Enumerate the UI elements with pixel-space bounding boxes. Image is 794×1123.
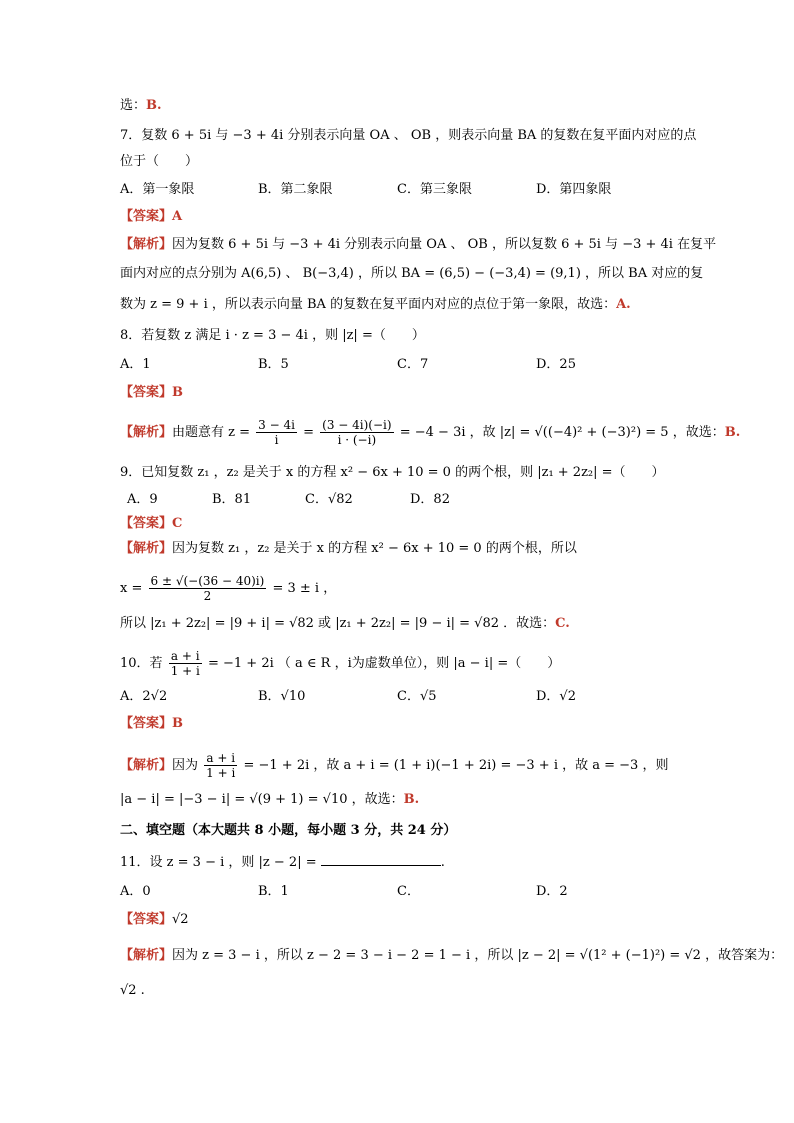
q9-analysis-text1: 因为复数 z₁ ，z₂ 是关于 x 的方程 x² − 6x + 10 = 0 的两个根，所以 xyxy=(172,541,577,556)
q9-option-c: C．√82 xyxy=(305,492,353,507)
section-heading-fill-in: 二、填空题（本大题共 8 小题，每小题 3 分，共 24 分） xyxy=(120,823,457,838)
q7-analysis-line1 xyxy=(120,237,717,253)
q8-fraction-1 xyxy=(256,418,297,447)
q11-stem-pre: 11．设 z = 3 − i ，则 |z − 2| = xyxy=(120,855,317,870)
q8-analysis-b: = −4 − 3i ，故 |z| = √((−4)² + (−3)²) = 5 ，故选： xyxy=(399,425,725,440)
q7-option-b: B．第二象限 xyxy=(258,182,333,197)
q10-analysis-fraction xyxy=(204,751,237,780)
q10-stem-post: = −1 + 2i （ a ∈ R ，i为虚数单位），则 |a − i| =（ ） xyxy=(207,656,561,671)
q7-option-c: C．第三象限 xyxy=(397,182,472,197)
q10-analysis-post: = −1 + 2i ，故 a + i = (1 + i)(−1 + 2i) = −3 + i ，故 a = −3 ，则 xyxy=(243,758,669,773)
q10-option-b: B．√10 xyxy=(258,689,306,704)
q10-analysis-line1 xyxy=(120,751,680,780)
q11-analysis-line1 xyxy=(120,948,784,964)
q8-option-c: C．7 xyxy=(397,357,429,372)
q11-analysis-text1: 因为 z = 3 − i ，所以 z − 2 = 3 − i − 2 = 1 − i ，所以 |z − 2| = √(1² + (−1)²) = √2 ，故答案为： xyxy=(172,948,784,963)
q8-option-d: D．25 xyxy=(536,357,576,372)
q8-frac1-den: i xyxy=(274,433,279,447)
q11-option-c: C． xyxy=(397,884,420,899)
q8-answer-line xyxy=(120,385,680,401)
q7-stem-line2: 位于（ ） xyxy=(120,154,199,169)
q10-analysis-text2: |a − i| = |−3 − i| = √(9 + 1) = √10 ，故选： xyxy=(120,792,404,807)
q10-stem-frac-num: a + i xyxy=(169,649,202,664)
q10-analysis-line2 xyxy=(120,792,680,808)
q9-option-a: A．9 xyxy=(127,492,158,507)
q6-answer-line xyxy=(120,98,680,114)
q9-final-answer: C. xyxy=(555,616,570,631)
q11-answer-blank[interactable] xyxy=(321,853,441,866)
q11-option-b: B．1 xyxy=(258,884,289,899)
q7-analysis-label: 【解析】 xyxy=(120,237,173,252)
q9-fraction xyxy=(149,574,267,603)
q10-option-a: A．2√2 xyxy=(120,689,168,704)
q9-answer-label: 【答案】 xyxy=(120,516,173,531)
q10-stem-pre: 10．若 xyxy=(120,656,163,671)
q11-stem xyxy=(120,853,680,871)
q8-answer: B xyxy=(172,385,184,400)
q7-answer-label: 【答案】 xyxy=(120,209,173,224)
q9-analysis-result: = 3 ± i ， xyxy=(272,581,337,596)
q8-final-answer: B. xyxy=(724,425,741,440)
q8-option-b: B．5 xyxy=(258,357,289,372)
q10-option-c: C．√5 xyxy=(397,689,437,704)
q10-stem xyxy=(120,649,680,678)
q10-answer-label: 【答案】 xyxy=(120,716,173,731)
q11-answer-line xyxy=(120,912,680,928)
q7-analysis-line2: 面内对应的点分别为 A(6,5) 、 B(−3,4) ，所以 BA = (6,5) − (−3,4) = (9,1) ，所以 BA 对应的复 xyxy=(120,266,704,281)
q9-analysis-text3: 所以 |z₁ + 2z₂| = |9 + i| = √82 或 |z₁ + 2z₂| = |9 − i| = √82 ．故选： xyxy=(120,616,556,631)
q10-analysis-frac-num: a + i xyxy=(204,751,237,766)
q9-option-d: D．82 xyxy=(410,492,450,507)
q8-answer-label: 【答案】 xyxy=(120,385,173,400)
q11-option-d: D．2 xyxy=(536,884,568,899)
q7-stem-line1: 7．复数 6 + 5i 与 −3 + 4i 分别表示向量 OA 、 OB ，则表示向量 BA 的复数在复平面内对应的点 xyxy=(120,128,697,143)
q9-stem: 9．已知复数 z₁ ，z₂ 是关于 x 的方程 x² − 6x + 10 = 0 的两个根，则 |z₁ + 2z₂| =（ ） xyxy=(120,465,665,480)
q11-analysis-line2: √2 . xyxy=(120,983,145,998)
q9-answer-line xyxy=(120,516,680,532)
q10-final-answer: B. xyxy=(403,792,420,807)
q11-option-a: A．0 xyxy=(120,884,151,899)
q9-analysis-line1 xyxy=(120,541,680,557)
q9-analysis-label: 【解析】 xyxy=(120,541,173,556)
q11-answer: √2 xyxy=(172,912,189,927)
q9-analysis-x: x = xyxy=(120,581,143,596)
q6-answer: B. xyxy=(146,98,162,113)
q8-option-a: A．1 xyxy=(120,357,151,372)
q9-analysis-line2 xyxy=(120,574,680,603)
q8-frac2-num: (3 − 4i)(−i) xyxy=(322,418,392,432)
q10-analysis-pre: 因为 xyxy=(172,758,199,773)
q11-stem-post: . xyxy=(440,855,445,870)
q11-answer-label: 【答案】 xyxy=(120,912,173,927)
q8-frac2-den: i · (−i) xyxy=(337,433,377,447)
q11-analysis-label: 【解析】 xyxy=(120,948,173,963)
q10-answer-line xyxy=(120,716,680,732)
q9-analysis-line3 xyxy=(120,616,680,632)
q6-answer-prefix: 选： xyxy=(120,98,147,113)
q8-analysis-label: 【解析】 xyxy=(120,425,173,440)
q7-final-answer: A. xyxy=(616,297,631,312)
q10-analysis-label: 【解析】 xyxy=(120,758,173,773)
q9-frac-den: 2 xyxy=(203,589,212,603)
q7-option-d: D．第四象限 xyxy=(536,182,612,197)
q10-stem-frac-den: 1 + i xyxy=(170,664,200,678)
q7-answer: A xyxy=(172,209,183,224)
q8-analysis-a: 由题意有 z = xyxy=(172,425,251,440)
q10-analysis-frac-den: 1 + i xyxy=(206,766,236,780)
q7-analysis-text3: 数为 z = 9 + i ，所以表示向量 BA 的复数在复平面内对应的点位于第一象限，故选： xyxy=(120,297,617,312)
q9-frac-num: 6 ± √(−(36 − 40)i) xyxy=(150,574,265,588)
q7-option-a: A．第一象限 xyxy=(120,182,195,197)
q9-answer: C xyxy=(172,516,183,531)
q8-stem: 8．若复数 z 满足 i · z = 3 − 4i ，则 |z| =（ ） xyxy=(120,328,425,343)
q8-fraction-2 xyxy=(320,418,393,447)
q8-analysis-line xyxy=(120,418,741,447)
q10-stem-fraction xyxy=(169,649,202,678)
q8-frac1-num: 3 − 4i xyxy=(258,418,295,432)
q10-option-d: D．√2 xyxy=(536,689,576,704)
q8-eq: = xyxy=(303,425,315,440)
q9-option-b: B．81 xyxy=(212,492,252,507)
q10-answer: B xyxy=(172,716,184,731)
q7-analysis-text1: 因为复数 6 + 5i 与 −3 + 4i 分别表示向量 OA 、 OB ，所以复数 6 + 5i 与 −3 + 4i 在复平 xyxy=(172,237,717,252)
q7-analysis-line3 xyxy=(120,297,680,313)
q7-answer-line xyxy=(120,209,680,225)
